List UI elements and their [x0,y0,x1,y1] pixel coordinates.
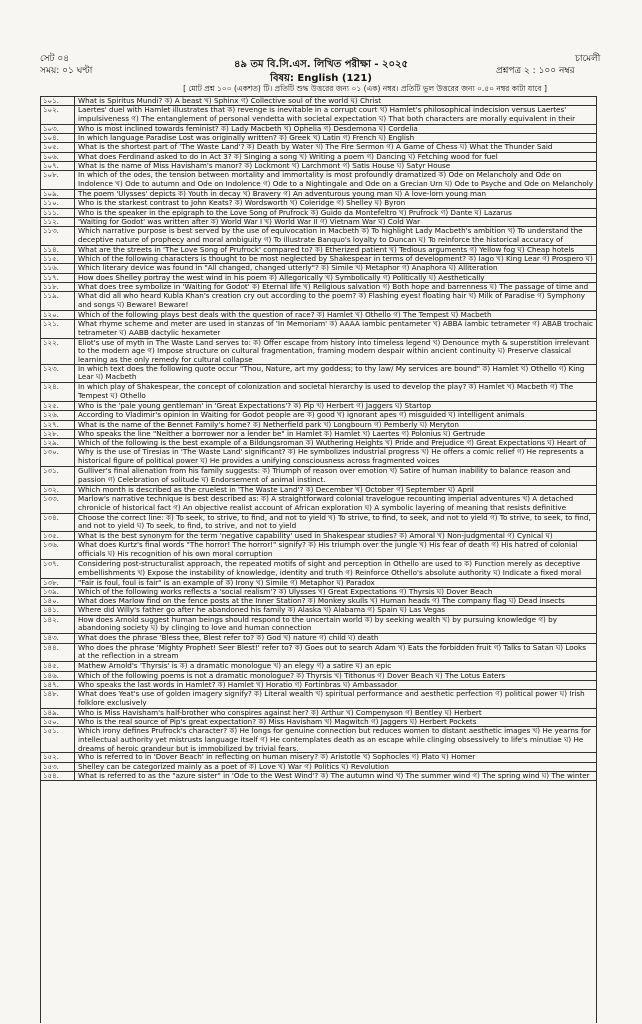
question-text: Who is most inclined towards feminist? ক) Lady Macbeth খ) Ophelia গ) Desdemona ঘ) Cordelia [78,124,418,133]
question-text: Who is Miss Havisham's half-brother who conspires against her? ক) Arthur খ) Compenyson গ) Bentley ঘ) Herbert [78,708,482,717]
question-row [41,597,596,606]
question-text: What does Marlow find on the fence posts at the Inner Station? ক) Monkey skulls খ) Human heads গ) The company flag ঘ) Dead insects [78,597,565,606]
question-text: Who speaks the line "Neither a borrower nor a lender be" in Hamlet ক) Hamlet খ) Laertes গ) Polonius ঘ) Gertrude [78,429,486,438]
question-text: In which language Paradise Lost was originally written? ক) Greek খ) Latin গ) French ঘ) English [78,134,415,143]
question-number: ১৪২. [41,616,75,634]
question-number: ১০১. [41,97,75,105]
question-row [41,292,596,311]
question-row [41,495,596,514]
question-text: Gulliver's final alienation from his family suggests: ক) Triumph of reason over emotion খ) Satire of human inability to balance reason and passion গ) Celebration of solitude ঘ) Endorsement of animal instinct. [78,467,571,484]
question-text: Which of the following plays best deals with the question of race? ক) Hamlet খ) Othello গ) The Tempest ঘ) Macbeth [78,310,492,319]
question-row [41,763,596,772]
question-row [41,199,596,208]
question-text: What does Yeat's use of golden imagery signify? ক) Literal wealth খ) spiritual performance and aesthetic perfection গ) political power ঘ) Irish folklore exclusively [78,690,585,707]
question-row [41,227,596,246]
question-row [41,588,596,597]
question-row [41,383,596,402]
question-text: Who is the real source of Pip's great expectation? ক) Miss Havisham খ) Magwitch গ) Jaggers ঘ) Herbert Pockets [78,718,477,727]
question-text: In which of the odes, the tension between mortality and immortality is most profoundly dramatized ক) Ode on Melancholy and Ode on Indolence খ) Ode to autumn and Ode on Indolence গ) Ode to a Nightingale and Ode on a Grecian Urn ঘ) Ode to Psyche and Ode on Melancholy [78,171,594,188]
question-text: Shelley can be categorized mainly as a poet of ক) Love খ) War গ) Politics ঘ) Revolution [78,762,389,771]
question-text: Which of the following characters is thought to be most neglected by Shakespear in terms of development? ক) Iago খ) King Lear গ) Prospero ঘ) [78,255,593,264]
question-text: What did all who heard Kubla Khan's creation cry out according to the poem? ক) Flashing eyes! floating hair খ) Milk of Paradise গ) Symphony and songs ঘ) Beware! Beware! [78,292,586,309]
question-number: ১৩৭. [41,560,75,578]
question-row [41,311,596,320]
question-number: ১৪৫. [41,662,75,670]
set-label: সেট ০৪ [40,54,70,64]
question-row [41,753,596,762]
question-number: ১৩৪. [41,514,75,532]
question-number: ১২১. [41,320,75,338]
question-row [41,672,596,681]
question-number: ১৩৬. [41,541,75,559]
question-number: ১৩৫. [41,532,75,540]
question-text: How does Arnold suggest human beings should respond to the uncertain world ক) by seeking wealth খ) by pursuing knowledge গ) by abandoning society ঘ) by clinging to love and human connection [78,615,557,633]
question-number: ১০৩. [41,125,75,133]
question-row [41,727,596,753]
question-number: ১৪৬. [41,672,75,680]
question-row [41,532,596,541]
question-number: ১২৮. [41,430,75,438]
question-row [41,402,596,411]
question-row [41,772,596,781]
question-number: ১২৯. [41,439,75,447]
question-text: Why is the use of Tiresias in 'The Waste Land' significant? ক) He symbolizes industrial progress খ) He offers a comic relief গ) He represents a historical figure of political power ঘ) He provides a unifying consciousness across fragmented voices [78,448,584,466]
question-row [41,153,596,162]
question-text: What does Ferdinand asked to do in Act 3? ক) Singing a song খ) Writing a poem গ) Dancing ঘ) Fetching wood for fuel [78,152,498,161]
question-row [41,709,596,718]
question-row [41,681,596,690]
question-table [40,96,597,1023]
question-number: ১৫৩. [41,763,75,771]
question-text: What does Kurtz's final words "The horror! The horror!" signify? ক) His triumph over the jungle খ) His fear of death গ) His hatred of colonial officials ঘ) His recognition of his own moral corruption [78,541,578,558]
question-row [41,339,596,365]
question-text: According to Vladimir's opinion in Waiting for Godot people are ক) good খ) ignorant apes গ) misguided ঘ) intelligent animals [78,411,525,420]
exam-subject: বিষয়: English (121) [270,73,372,84]
question-text: In which play of Shakespear, the concept of colonization and societal hierarchy is used to develop the play? ক) Hamlet খ) Macbeth গ) The Tempest ঘ) Othello [78,383,574,400]
question-number: ১৩৯. [41,588,75,596]
question-text: What is the name of Miss Havisham's manor? ক) Lockmont খ) Larchmont গ) Satis House ঘ) Satyr House [78,162,451,171]
question-text: Which irony defines Prufrock's character? ক) He longs for genuine connection but reduces women to distant aesthetic images খ) He yearns for intellectual authority yet mistrusts language itself গ) He contemplates death as an escape while clinging obsessively to life's minutiae ঘ) He dreams of heroic grandeur but is immobilized by trivial fears. [78,727,591,753]
question-text: 'Waiting for Godot' was written after ক) World War I খ) World War II গ) Vietnam War ঘ) Cold War [78,217,421,226]
question-number: ১৫১. [41,727,75,752]
question-row [41,274,596,283]
question-row [41,486,596,495]
question-text: What does the phrase 'Bless thee, Blest refer to? ক) God খ) nature গ) child ঘ) death [78,634,379,643]
brand-label: চামেলী [575,54,601,64]
question-text: Eliot's use of myth in The Waste Land serves to: ক) Offer escape from history into timeless legend খ) Denounce myth & superstition irrelevant to the modern age গ) Impose structure on cultural fragmentation, framing modern despair within ancient continuity ঘ) Preserve classical learning as the only remedy for cultural collapse [78,338,590,364]
question-row [41,97,596,106]
question-number: ১১৬. [41,264,75,272]
time-label: সময়: ০১ ঘণ্টা [40,66,93,76]
question-text: What is the shortest part of 'The Waste Land'? ক) Death by Water খ) The Fire Sermon গ) A Game of Chess ঘ) What the Thunder Said [78,143,553,152]
question-number: ১০৬. [41,153,75,161]
exam-header [0,0,642,94]
question-text: Who is the 'pale young gentleman' in 'Great Expectations'? ক) Pip খ) Herbert গ) Jaggers ঘ) Startop [78,401,432,410]
question-number: ১১৯. [41,292,75,310]
question-row [41,106,596,125]
question-number: ১২৭. [41,421,75,429]
question-row [41,190,596,199]
question-number: ১৩৩. [41,495,75,513]
question-number: ১৩১. [41,467,75,485]
question-text: Choose the correct line: ক) To seek, to strive, to find, and not to yield খ) To strive, to find, to seek, and not to yield গ) To strive, to seek, to find, and not to yield ঘ) To seek, to find, to strive, and not to yield [78,513,591,531]
question-row [41,209,596,218]
question-row [41,162,596,171]
question-row [41,430,596,439]
question-text: Which of the following poems is not a dramatic monologue? ক) Thyrsis খ) Tithonus গ) Dover Beach ঘ) The Lotus Eaters [78,671,506,680]
question-number: ১০২. [41,106,75,124]
question-row [41,283,596,292]
question-number: ১২৬. [41,411,75,419]
question-text: How does Shelley portray the west wind in his poem ক) Allegorically খ) Symbolically গ) Politically ঘ) Aesthetically [78,273,485,282]
question-row [41,718,596,727]
question-text: The poem 'Ulysses' depicts ক) Youth in decay খ) Bravery গ) An adventurous young man ঘ) A love-lorn young man [78,189,487,198]
question-number: ১৫২. [41,753,75,761]
question-row [41,467,596,486]
question-number: ১২২. [41,339,75,364]
exam-title: ৪৯ তম বি.সি.এস. লিখিত পরীক্ষা - ২০২৫ [234,59,408,70]
question-text: What are the streets in 'The Love Song of Prufrock' compared to? ক) Etherized patient খ) Tedious arguments গ) Yellow fog ঘ) Cheap hotels [78,245,575,254]
question-row [41,143,596,152]
question-text: Considering post-structuralist approach, the repeated motifs of sight and perception in Othello are used to ক) Function merely as deceptive embellishments খ) Expose the instability of knowledge, identity and truth গ) Reinforce Othello's absolute authority ঘ) Indicate a fixed moral [78,559,582,577]
question-row [41,134,596,143]
question-row [41,421,596,430]
question-text: Who is the speaker in the epigraph to the Love Song of Prufrock ক) Guido da Montefeltro খ) Prufrock গ) Dante ঘ) Lazarus [78,208,512,217]
question-number: ১৪৩. [41,634,75,642]
question-number: ১৩২. [41,486,75,494]
question-number: ১১৮. [41,283,75,291]
question-text: What does tree symbolize in 'Waiting for Godot' ক) Eternal life খ) Religious salvation গ) Both hope and barrenness ঘ) The passage of time and [78,282,589,291]
question-row [41,690,596,709]
question-number: ১৪৪. [41,644,75,662]
question-row [41,644,596,663]
question-text: Which narrative purpose is best served by the use of equivocation in Macbeth ক) To highlight Lady Macbeth's ambition খ) To understand the deceptive nature of prophecy and moral ambiguity গ) To illustrate Banquo's loyalty to Duncan ঘ) To reinforce the historical accuracy of [78,227,583,244]
question-number: ১৪৮. [41,690,75,708]
question-text: What is Spiritus Mundi? ক) A beast খ) Sphinx গ) Collective soul of the world ঘ) Christ [78,97,382,105]
question-number: ১১০. [41,199,75,207]
question-row [41,171,596,190]
question-text: Who is referred to in 'Dover Beach' in reflecting on human misery? ক) Aristotle খ) Sophocles গ) Plato ঘ) Homer [78,753,476,762]
paper-marks: প্রশ্নপত্র ২ : ১০০ নম্বর [496,66,575,76]
question-text: Who does the phrase 'Mighty Prophet! Seer Blest!' refer to? ক) Goes out to search Adam খ) Eats the forbidden fruit গ) Talks to Satan ঘ) Looks at the reflection in a stream [78,643,586,661]
question-row [41,541,596,560]
question-text: What is the best synonym for the term 'negative capability' used in Shakespear studies? ক) Amoral খ) Non-judgmental গ) Cynical ঘ) [78,532,553,541]
question-number: ১০৯. [41,190,75,198]
question-row [41,320,596,339]
question-text: Marlow's narrative technique is best described as: ক) A straightforward colonial travelogue recounting imperial adventures খ) A detached chronicle of historical fact গ) An objective realist account of African exploration ঘ) A symbolic layering of meaning that resists definitive [78,494,574,512]
question-row [41,255,596,264]
question-row [41,616,596,635]
question-row [41,246,596,255]
question-number: ১১২. [41,218,75,226]
question-number: ১০৪. [41,134,75,142]
question-number: ১৪৭. [41,681,75,689]
question-text: Who is the starkest contrast to John Keats? ক) Wordsworth খ) Coleridge গ) Shelley ঘ) Byron [78,199,406,208]
question-row [41,439,596,448]
question-row [41,411,596,420]
question-number: ১২০. [41,311,75,319]
question-number: ১০৫. [41,143,75,151]
question-text: "Fair is foul, foul is fair" is an example of ক) Irony খ) Simile গ) Metaphor ঘ) Paradox [78,578,375,587]
question-number: ১২৪. [41,383,75,401]
question-number: ১৩৮. [41,579,75,587]
question-row [41,365,596,384]
question-text: What rhyme scheme and meter are used in stanzas of 'In Memoriam' ক) AAAA iambic pentameter খ) ABBA iambic tetrameter গ) ABAB trochaic tetrameter ঘ) AABB dactylic hexameter [78,320,593,337]
question-row [41,579,596,588]
question-text: Who speaks the last words in Hamlet? ক) Hamlet খ) Horatio গ) Fortinbras ঘ) Ambassador [78,680,398,689]
question-number: ১৫০. [41,718,75,726]
question-number: ১১১. [41,209,75,217]
question-text: What is the name of the Bennet Family's home? ক) Netherfield park খ) Longbourn গ) Pemberly ঘ) Meryton [78,420,459,429]
question-row [41,448,596,467]
question-number: ১১৭. [41,274,75,282]
question-row [41,606,596,615]
question-number: ১২৩. [41,365,75,383]
question-number: ১৩০. [41,448,75,466]
question-text: In which text does the following quote occur "Thou, Nature, art my goddess; to thy law/ My services are bound" ক) Hamlet খ) Othello গ) King Lear ঘ) Macbeth [78,364,585,382]
question-row [41,514,596,533]
question-text: Laertes' duel with Hamlet illustrates that ক) revenge is inevitable in a corrupt court খ) Hamlet's philosophical indecision versus Laertes' impulsiveness গ) The entanglement of personal vendetta with societal expectation ঘ) That both characters are morally equivalent in their [78,106,576,123]
question-row [41,662,596,671]
question-row [41,560,596,579]
question-text: Which of the following is the best example of a Bildungsroman ক) Wuthering Heights খ) Pride and Prejudice গ) Great Expectations ঘ) Heart of [78,439,587,448]
question-text: Which literary device was found in "All changed, changed utterly"? ক) Simile খ) Metaphor গ) Anaphora ঘ) Alliteration [78,264,498,273]
question-number: ১০৮. [41,171,75,189]
question-text: What is referred to as the "azure sister" in 'Ode to the West Wind'? ক) The autumn wind খ) The summer wind গ) The spring wind ঘ) The winter [78,771,590,780]
question-text: Which of the following works reflects a 'social realism'? ক) Ulysses খ) Great Expectations গ) Thyrsis ঘ) Dover Beach [78,587,493,596]
question-number: ১১৫. [41,255,75,263]
question-number: ১১৪. [41,246,75,254]
exam-instructions: [ মোট প্রশ্ন ১০০ (একশত) টি। প্রতিটি শুদ্ধ উত্তরের জন্য ০১ (এক) নম্বর। প্রতিটি ভুল উত্তরের জন্য ০.৫০ নম্বর কাটা যাবে ] [183,84,547,93]
question-text: Which month is described as the cruelest in 'The Waste Land'? ক) December খ) October গ) September ঘ) April [78,485,474,494]
question-text: Where did Willy's father go after he abandoned his family ক) Alaska খ) Alabama গ) Spain ঘ) Las Vegas [78,606,446,615]
question-number: ১২৫. [41,402,75,410]
question-row [41,125,596,134]
question-row [41,264,596,273]
question-row [41,218,596,227]
question-number: ১০৭. [41,162,75,170]
question-number: ১৪০. [41,597,75,605]
question-text: Mathew Arnold's 'Thyrsis' is ক) a dramatic monologue খ) an elegy গ) a satire ঘ) an epic [78,662,392,671]
question-number: ১৪১. [41,606,75,614]
question-number: ১১৩. [41,227,75,245]
question-number: ১৫৪. [41,772,75,780]
question-number: ১৪৯. [41,709,75,717]
question-row [41,634,596,643]
